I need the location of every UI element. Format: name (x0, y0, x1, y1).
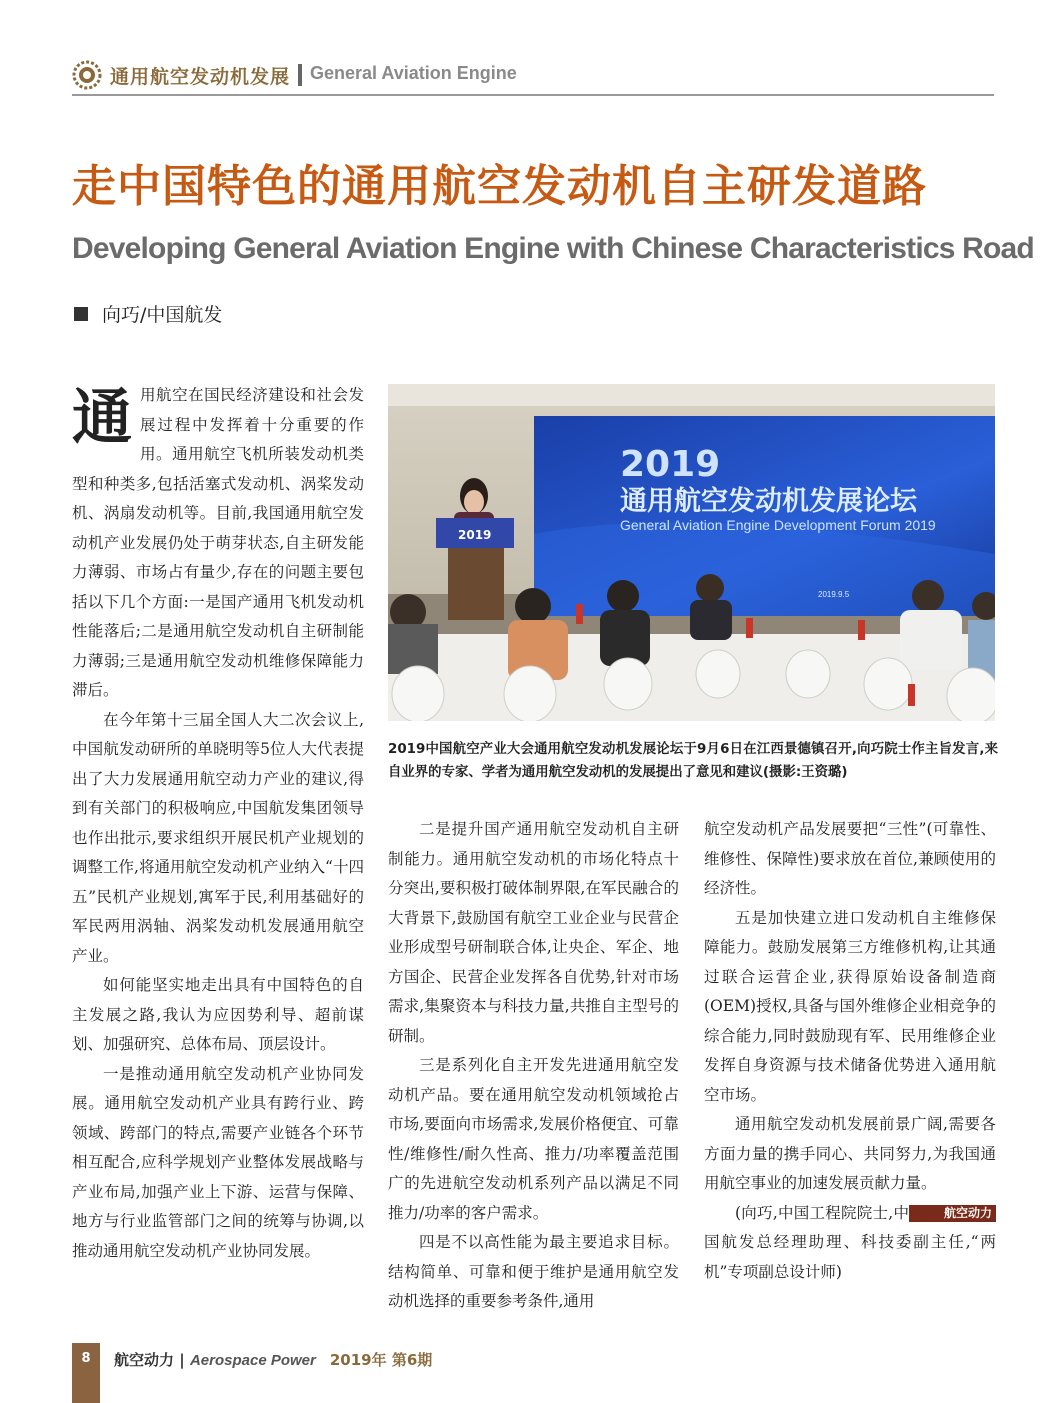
article-title-cn: 走中国特色的通用航空发动机自主研发道路 (72, 161, 927, 212)
section-title-cn: 通用航空发动机发展 (110, 66, 291, 88)
article-column-2 (388, 815, 679, 1317)
section-header (72, 58, 994, 96)
photo-caption: 2019中国航空产业大会通用航空发动机发展论坛于9月6日在江西景德镇召开,向巧院士作主旨发言,来自业界的专家、学者为通用航空发动机的发展提出了意见和建议(摄影:王资璐) (388, 742, 998, 780)
paragraph: 在今年第十三届全国人大二次会议上,中国航发动研所的单晓明等5位人大代表提出了大力发展通用航空动力产业的建议,得到有关部门的积极响应,中国航发集团领导也作出批示,要求组织开展民机产业规划的调整工作,将通用航空发动机产业纳入“十四五”民机产业规划,寓军于民,利用基础好的军民两用涡轴、涡桨发动机发展通用航空产业。 (72, 710, 364, 965)
magazine-name: 航空动力 | Aerospace Power 2019年 第6期 (114, 1351, 433, 1369)
paragraph: 一是推动通用航空发动机产业协同发展。通用航空发动机产业具有跨行业、跨领域、跨部门的特点,需要产业链各个环节相互配合,应科学规划产业整体发展战略与产业布局,加强产业上下游、运营与保障、地方与行业监管部门之间的统筹与协调,以推动通用航空发动机产业协同发展。 (72, 1064, 364, 1260)
paragraph: 五是加快建立进口发动机自主维修保障能力。鼓励发展第三方维修机构,让其通过联合运营企业,获得原始设备制造商(OEM)授权,具备与国外维修企业相竞争的综合能力,同时鼓励现有军、民用维修企业发挥自身资源与技术储备优势进入通用航空市场。 (704, 908, 996, 1104)
paragraph (704, 1110, 996, 1220)
paragraph: 二是提升国产通用航空发动机自主研制能力。通用航空发动机的市场化特点十分突出,要积极打破体制界限,在军民融合的大背景下,鼓励国有航空工业企业与民营企业形成型号研制联合体,让央企、军企、地方国企、民营企业发挥各自优势,针对市场需求,集聚资本与科技力量,共推自主型号的研制。 (388, 820, 679, 1045)
page-footer (72, 1343, 672, 1403)
bullet-square-icon (74, 307, 88, 321)
paragraph-text: 通用航空发动机发展前景广阔,需要各方面力量的携手同心、共同努力,为我国通用航空事业的加速发展贡献力量。 (704, 1115, 996, 1192)
article-column-3 (704, 815, 996, 1287)
article-column-1 (72, 381, 364, 1266)
drop-cap: 通 (72, 383, 132, 453)
screen-year: 2019 (620, 444, 721, 485)
header-divider (298, 64, 302, 86)
magazine-name-cn: 航空动力 (114, 1351, 175, 1369)
author-text: 向巧/中国航发 (102, 304, 223, 326)
gear-logo-icon (72, 60, 102, 90)
article-title-en: Developing General Aviation Engine with Chinese Characteristics Road (72, 232, 1034, 265)
end-mark-badge: 航空动力 (909, 1205, 996, 1222)
page-number: 8 (81, 1351, 91, 1366)
podium-year: 2019 (458, 528, 492, 542)
paragraph: 航空发动机产品发展要把“三性”(可靠性、维修性、保障性)要求放在首位,兼顾使用的经济性。 (704, 820, 996, 897)
author-bio: (向巧,中国工程院院士,中国航发总经理助理、科技委副主任,“两机”专项副总设计师) (704, 1203, 996, 1281)
paragraph: 四是不以高性能为最主要追求目标。结构简单、可靠和便于维护是通用航空发动机选择的重要参考条件,通用 (388, 1233, 679, 1310)
paragraph: 如何能坚实地走出具有中国特色的自主发展之路,我认为应因势利导、超前谋划、加强研究、总体布局、顶层设计。 (72, 976, 364, 1053)
section-title-en: General Aviation Engine (310, 63, 517, 83)
screen-subtitle: General Aviation Engine Development Forum 2019 (620, 517, 936, 533)
article-author (74, 300, 222, 327)
magazine-name-en: Aerospace Power (189, 1352, 316, 1369)
paragraph-text: 用航空在国民经济建设和社会发展过程中发挥着十分重要的作用。通用航空飞机所装发动机类型和种类多,包括活塞式发动机、涡桨发动机、涡扇发动机等。目前,我国通用航空发动机产业发展仍处于萌芽状态,自主研发能力薄弱、市场占有量少,存在的问题主要包括以下几个方面:一是国产通用飞机发动机性能落后;二是通用航空发动机自主研制能力薄弱;三是通用航空发动机维修保障能力滞后。 (72, 386, 364, 699)
forum-photo (388, 384, 995, 721)
screen-title: 通用航空发动机发展论坛 (620, 486, 917, 517)
issue-number: 2019年 第6期 (329, 1351, 433, 1369)
forum-photo-illustration (388, 384, 995, 721)
header-rule (72, 94, 994, 96)
paragraph (72, 381, 364, 706)
paragraph: 三是系列化自主开发先进通用航空发动机产品。要在通用航空发动机领域抢占市场,要面向市场需求,发展价格便宜、可靠性/维修性/耐久性高、推力/功率覆盖范围广的先进航空发动机系列产品以满足不同推力/功率的客户需求。 (388, 1056, 679, 1222)
screen-date: 2019.9.5 (818, 590, 850, 599)
